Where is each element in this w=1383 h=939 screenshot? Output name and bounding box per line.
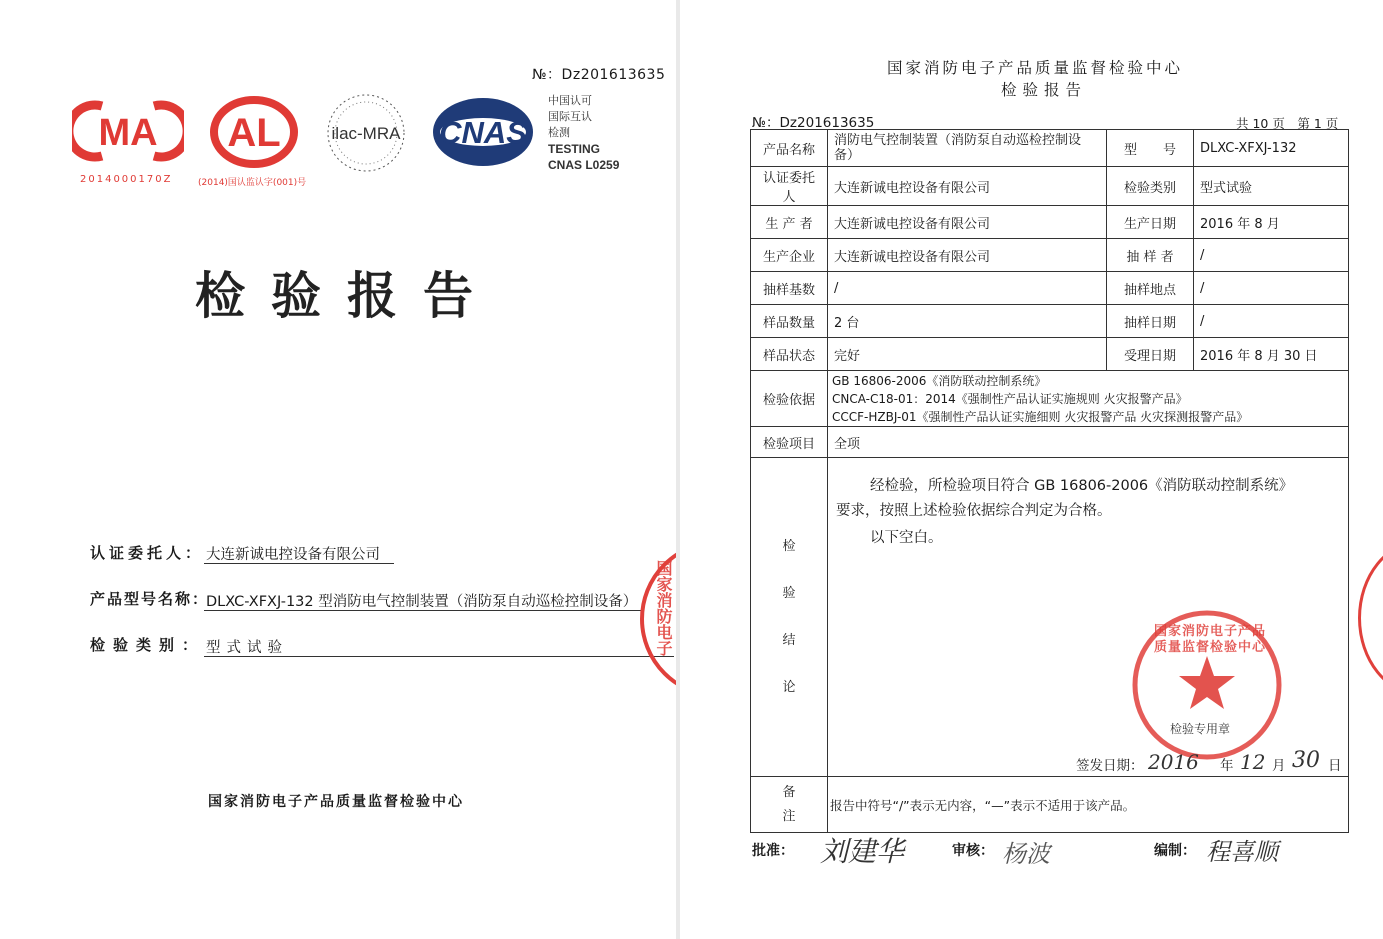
issue-day: 30 (1292, 748, 1320, 773)
field-value-type: 型式试验 (206, 640, 288, 656)
svg-text:ilac-MRA: ilac-MRA (331, 124, 401, 143)
cell-value: / (1194, 239, 1349, 272)
cnas-line: 中国认可 (548, 94, 592, 107)
conclusion-char: 检 (782, 539, 796, 554)
cell-value: 全项 (828, 427, 1349, 458)
issue-year: 2016 (1148, 750, 1199, 774)
cell-value: 消防电气控制装置（消防泵自动巡检控制设备） (828, 130, 1107, 167)
report-page (680, 0, 1383, 939)
remarks-label (751, 777, 828, 833)
review-label: 审核： (952, 843, 994, 859)
field-label: 检验类别： (90, 636, 206, 654)
conclusion-text: 经检验，所检验项目符合 GB 16806-2006《消防联动控制系统》 (870, 478, 1294, 494)
partial-stamp-text: 国家消防电子 (654, 560, 673, 656)
cover-field-client (90, 542, 204, 563)
field-value-product: DLXC-XFXJ-132 型消防电气控制装置（消防泵自动巡检控制设备） (206, 594, 638, 610)
issue-month: 12 (1240, 750, 1266, 774)
underline (204, 610, 644, 611)
field-label: 认证委托人： (90, 544, 205, 562)
conclusion-cell (828, 458, 1349, 777)
table-row-remarks (751, 777, 1349, 833)
compile-signature: 程喜顺 (1206, 838, 1278, 866)
cell-label: 型 号 (1107, 130, 1194, 167)
remarks-char: 备 (782, 784, 796, 800)
cell-value: 大连新诚电控设备有限公司 (828, 206, 1107, 239)
table-row-conclusion (751, 458, 1349, 777)
cnas-line: TESTING (548, 142, 601, 156)
cell-label: 生产日期 (1107, 206, 1194, 239)
stamp-text: 国家消防电子产品质量监督检验中心 (1153, 624, 1266, 655)
conclusion-char: 验 (782, 586, 796, 601)
cell-label: 样品状态 (751, 338, 828, 371)
svg-text:CNAS: CNAS (439, 115, 527, 150)
basis-line: CNCA-C18-01：2014《强制性产品认证实施规则 火灾报警产品》 (832, 391, 1188, 406)
basis-line: GB 16806-2006《消防联动控制系统》 (832, 373, 1047, 388)
basis-cell (828, 371, 1349, 427)
cell-value: / (828, 272, 1107, 305)
review-signature: 杨波 (1002, 840, 1050, 868)
cell-label: 受理日期 (1107, 338, 1194, 371)
partial-stamp-edge (1358, 540, 1383, 696)
cell-label: 生产企业 (751, 239, 828, 272)
cover-issuer: 国家消防电子产品质量监督检验中心 (208, 794, 464, 810)
conclusion-char: 结 (782, 633, 796, 648)
svg-text:AL: AL (227, 111, 281, 155)
approve-signature: 刘建华 (820, 835, 905, 868)
remarks-text: 报告中符号“/”表示无内容，“—”表示不适用于该产品。 (828, 777, 1349, 833)
cnas-text-block (548, 93, 619, 173)
cover-title: 检验报告 (195, 267, 499, 325)
compile-label: 编制： (1154, 843, 1196, 859)
cell-value: / (1194, 305, 1349, 338)
table-row (751, 130, 1349, 167)
cell-label: 产品名称 (751, 130, 828, 167)
cell-value: 大连新诚电控设备有限公司 (828, 167, 1107, 206)
underline (204, 563, 394, 564)
basis-line: CCCF-HZBJ-01《强制性产品认证实施细则 火灾报警产品 火灾探测报警产品》 (832, 409, 1249, 424)
cma-code: 2014000170Z (80, 174, 173, 185)
table-row (751, 239, 1349, 272)
cell-label: 抽样日期 (1107, 305, 1194, 338)
cell-label: 样品数量 (751, 305, 828, 338)
table-row (751, 305, 1349, 338)
cell-label: 生 产 者 (751, 206, 828, 239)
table-row (751, 272, 1349, 305)
svg-text:MA: MA (98, 112, 158, 154)
underline (204, 656, 674, 657)
report-table (750, 129, 1349, 833)
table-row-basis (751, 371, 1349, 427)
table-row (751, 206, 1349, 239)
table-row-items (751, 427, 1349, 458)
stamp-sub: 检验专用章 (1170, 722, 1231, 736)
report-number: №：Dz201613635 (752, 115, 875, 131)
approve-label: 批准： (752, 843, 794, 859)
conclusion-text: 要求，按照上述检验依据综合判定为合格。 (836, 503, 1112, 519)
issue-year-unit: 年 (1220, 758, 1234, 774)
cnas-line: CNAS L0259 (548, 158, 620, 172)
conclusion-text: 以下空白。 (870, 530, 943, 546)
cover-page (0, 0, 676, 939)
remarks-char: 注 (782, 808, 796, 824)
cell-value: / (1194, 272, 1349, 305)
report-center-name: 国家消防电子产品质量监督检验中心 (887, 59, 1184, 77)
field-label: 产品型号名称： (90, 590, 210, 608)
cell-label: 抽样地点 (1107, 272, 1194, 305)
cell-value: 2 台 (828, 305, 1107, 338)
cell-value: DLXC-XFXJ-132 (1194, 130, 1349, 167)
cal-code: (2014)国认监认字(001)号 (198, 178, 307, 188)
cell-value: 2016 年 8 月 (1194, 206, 1349, 239)
cell-label: 检验依据 (751, 371, 828, 427)
table-row (751, 338, 1349, 371)
cell-value: 大连新诚电控设备有限公司 (828, 239, 1107, 272)
cnas-line: 检测 (548, 126, 570, 139)
cell-value: 型式试验 (1194, 167, 1349, 206)
issue-month-unit: 月 (1272, 758, 1286, 774)
cal-logo (208, 96, 300, 168)
cell-label: 抽 样 者 (1107, 239, 1194, 272)
cell-label: 认证委托人 (751, 167, 828, 206)
cnas-logo (430, 96, 536, 168)
conclusion-label (751, 458, 828, 777)
table-row (751, 167, 1349, 206)
ilac-mra-logo (322, 90, 410, 176)
cover-field-product (90, 588, 209, 609)
issue-day-unit: 日 (1328, 758, 1342, 774)
conclusion-char: 论 (782, 680, 796, 695)
field-value-client: 大连新诚电控设备有限公司 (206, 547, 380, 563)
cnas-line: 国际互认 (548, 110, 592, 123)
page-info: 共 10 页 第 1 页 (1236, 116, 1339, 131)
issue-label: 签发日期： (1076, 758, 1144, 774)
cell-label: 抽样基数 (751, 272, 828, 305)
cell-value: 2016 年 8 月 30 日 (1194, 338, 1349, 371)
cover-field-type (90, 634, 205, 655)
report-title: 检验报告 (1001, 81, 1088, 99)
cell-label: 检验项目 (751, 427, 828, 458)
cell-label: 检验类别 (1107, 167, 1194, 206)
cover-report-number: №：Dz201613635 (532, 67, 666, 83)
cell-value: 完好 (828, 338, 1107, 371)
cma-logo (72, 98, 184, 164)
